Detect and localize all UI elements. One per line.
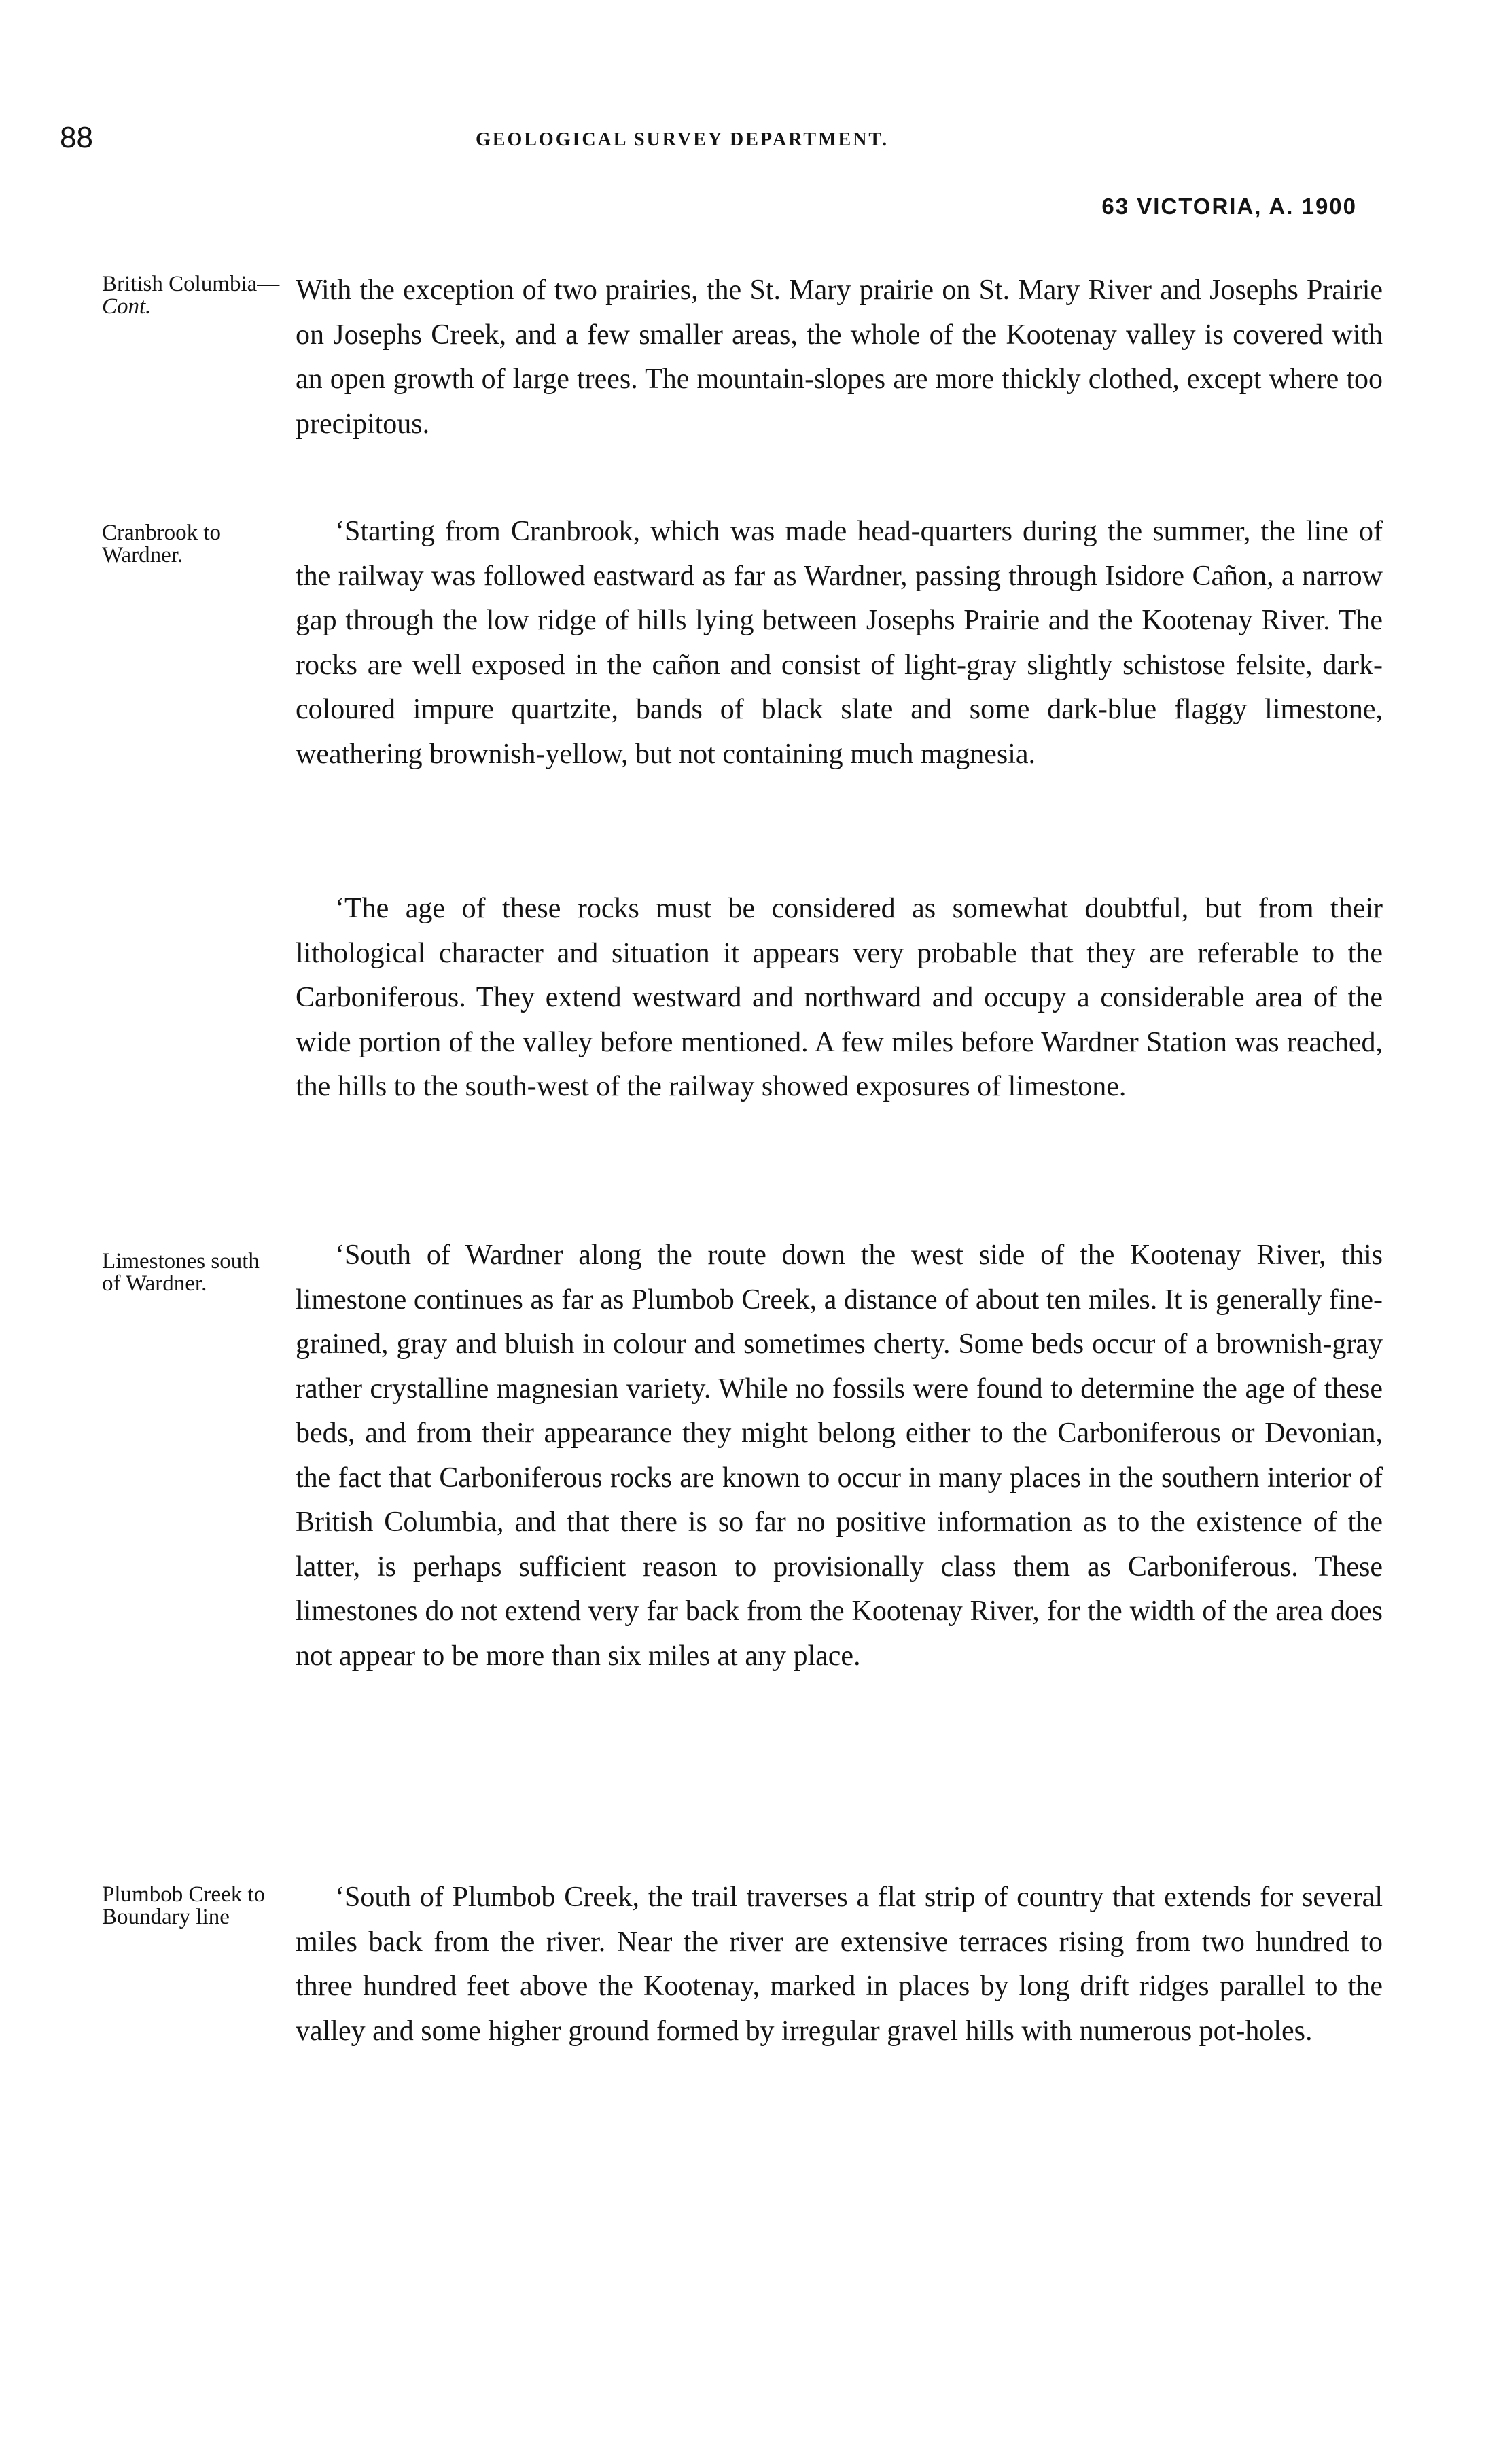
- running-head: GEOLOGICAL SURVEY DEPARTMENT.: [476, 129, 889, 150]
- paragraph-5: ‘South of Plumbob Creek, the trail traverses a flat strip of country that extends for several miles back from the river. Near the river are extensive terraces rising from two hundred to three hundred feet above the Kootenay, marked in places by long drift ridges parallel to the valley and some higher ground formed by irregular gravel hills with numerous pot-holes.: [296, 1882, 1383, 2047]
- page-number: 88: [60, 121, 93, 154]
- session-mark: 63 VICTORIA, A. 1900: [1101, 194, 1357, 219]
- sidenote-cranbrook: Cranbrook to Wardner.: [102, 521, 222, 567]
- sidenote-british-columbia: [102, 273, 299, 318]
- sidenote-plumbob: Plumbob Creek to Boundary line: [102, 1882, 266, 1929]
- paragraph-3: ‘The age of these rocks must be considered as somewhat doubtful, but from their lithological character and situation it appears very probable that they are referable to the Carboniferous. They extend westward and northward and occupy a considerable area of the wide portion of the valley before mentioned. A few miles before Wardner Station was reached, the hills to the south-west of the railway showed exposures of limestone.: [296, 893, 1383, 1102]
- sidenote-british-columbia-text: British Columbia—: [102, 272, 280, 296]
- sidenote-cont-text: Cont.: [102, 294, 152, 319]
- paragraph-4: ‘South of Wardner along the route down the west side of the Kootenay River, this limestone continues as far as Plumbob Creek, a distance of about ten miles. It is generally fine-grained, gray and bluish in colour and sometimes cherty. Some beds occur of a brownish-gray rather crystalline magnesian variety. While no fossils were found to determine the age of these beds, and from their appearance they might belong either to the Carboniferous or Devonian, the fact that Carboniferous rocks are known to occur in many places in the southern interior of British Columbia, and that there is so far no positive information as to the existence of the latter, is perhaps sufficient reason to provisionally class them as Carboniferous. These limestones do not extend very far back from the Kootenay River, for the width of the area does not appear to be more than six miles at any place.: [296, 1239, 1383, 1672]
- paragraph-1: With the exception of two prairies, the St. Mary prairie on St. Mary River and Josephs Prairie on Josephs Creek, and a few smaller areas, the whole of the Kootenay valley is covered with an open growth of large trees. The mountain-slopes are more thickly clothed, except where too precipitous.: [296, 275, 1383, 440]
- sidenote-limestones: Limestones south of Wardner.: [102, 1249, 260, 1296]
- paragraph-2: ‘Starting from Cranbrook, which was made head-quarters during the summer, the line of the railway was followed eastward as far as Wardner, passing through Isidore Cañon, a narrow gap through the low ridge of hills lying between Josephs Prairie and the Kootenay River. The rocks are well exposed in the cañon and consist of light-gray slightly schistose felsite, dark-coloured impure quartzite, bands of black slate and some dark-blue flaggy limestone, weathering brownish-yellow, but not containing much magnesia.: [296, 516, 1383, 770]
